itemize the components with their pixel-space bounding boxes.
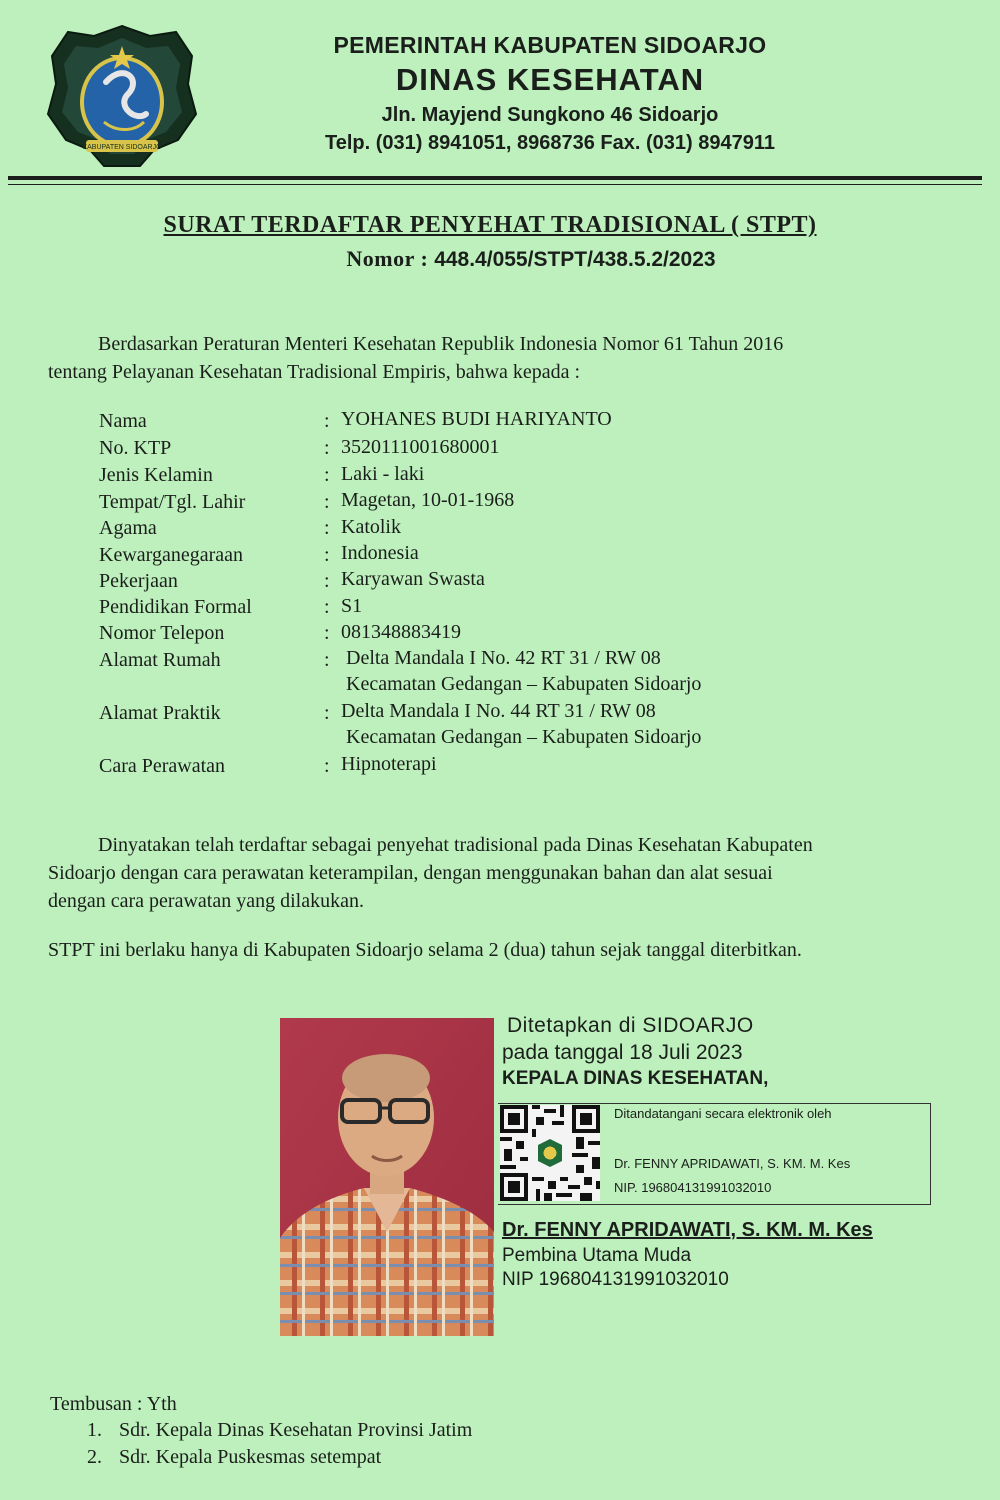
registrant-photo xyxy=(280,1018,494,1336)
field-value-practice-address: Delta Mandala I No. 44 RT 31 / RW 08 xyxy=(341,700,656,722)
header-rule-thick xyxy=(8,176,982,180)
qr-code-icon xyxy=(500,1105,600,1201)
statement-line-3: dengan cara perawatan yang dilakukan. xyxy=(48,890,364,912)
field-label: Agama xyxy=(99,517,157,539)
cc-item-number: 1. xyxy=(87,1419,102,1441)
field-colon: : xyxy=(324,410,330,432)
field-colon: : xyxy=(324,517,330,539)
intro-line-2: tentang Pelayanan Kesehatan Tradisional Empiris, bahwa kepada : xyxy=(48,361,581,383)
cc-title: Tembusan : Yth xyxy=(50,1393,177,1415)
signatory-name: Dr. FENNY APRIDAWATI, S. KM. M. Kes xyxy=(502,1219,873,1241)
field-colon: : xyxy=(324,464,330,486)
intro-paragraph xyxy=(48,330,940,386)
agency-address: Jln. Mayjend Sungkono 46 Sidoarjo xyxy=(381,104,719,126)
field-colon: : xyxy=(324,570,330,592)
field-colon: : xyxy=(324,544,330,566)
cc-item-text: Sdr. Kepala Puskesmas setempat xyxy=(119,1446,382,1468)
field-value-birth: Magetan, 10-01-1968 xyxy=(341,489,515,511)
agency-contact: Telp. (031) 8941051, 8968736 Fax. (031) 8947911 xyxy=(325,132,775,154)
signature-date: pada tanggal 18 Juli 2023 xyxy=(502,1041,743,1064)
validity-paragraph: STPT ini berlaku hanya di Kabupaten Sidoarjo selama 2 (dua) tahun sejak tanggal diterbitkan. xyxy=(48,939,802,961)
signatory-nip: NIP 196804131991032010 xyxy=(502,1269,729,1290)
signature-place: Ditetapkan di SIDOARJO xyxy=(507,1014,754,1037)
document-number xyxy=(0,246,1000,272)
field-label: No. KTP xyxy=(99,437,172,459)
agency-name: DINAS KESEHATAN xyxy=(395,62,705,97)
field-label: Kewarganegaraan xyxy=(99,544,243,566)
field-label: Pekerjaan xyxy=(99,570,178,592)
field-value-home-address: Delta Mandala I No. 42 RT 31 / RW 08 xyxy=(346,647,661,669)
field-label: Jenis Kelamin xyxy=(99,464,213,486)
field-colon: : xyxy=(324,702,330,724)
field-value-home-address-2: Kecamatan Gedangan – Kabupaten Sidoarjo xyxy=(346,673,702,695)
field-label: Nomor Telepon xyxy=(99,622,225,644)
signatory-rank: Pembina Utama Muda xyxy=(502,1245,692,1266)
esign-note: Ditandatangani secara elektronik oleh xyxy=(614,1106,832,1121)
cc-item-number: 2. xyxy=(87,1446,102,1468)
field-value-citizenship: Indonesia xyxy=(341,542,419,564)
document-number-label: Nomor : xyxy=(346,246,429,271)
header-rule-thin xyxy=(8,184,982,185)
field-value-occupation: Karyawan Swasta xyxy=(341,568,485,590)
field-colon: : xyxy=(324,622,330,644)
cc-item-text: Sdr. Kepala Dinas Kesehatan Provinsi Jatim xyxy=(119,1419,473,1441)
field-value-name: YOHANES BUDI HARIYANTO xyxy=(341,408,612,430)
field-label: Tempat/Tgl. Lahir xyxy=(99,491,246,513)
esign-nip: NIP. 196804131991032010 xyxy=(614,1180,772,1195)
field-label: Alamat Praktik xyxy=(99,702,221,724)
government-name: PEMERINTAH KABUPATEN SIDOARJO xyxy=(333,32,767,58)
field-value-religion: Katolik xyxy=(341,516,401,538)
document-title: SURAT TERDAFTAR PENYEHAT TRADISIONAL ( STPT) xyxy=(163,212,817,238)
field-label: Cara Perawatan xyxy=(99,755,226,777)
field-colon: : xyxy=(324,755,330,777)
statement-paragraph xyxy=(48,831,942,915)
field-label: Pendidikan Formal xyxy=(99,596,252,618)
field-colon: : xyxy=(324,596,330,618)
regency-logo xyxy=(46,22,198,170)
document-number-value: 448.4/055/STPT/438.5.2/2023 xyxy=(434,248,716,271)
field-value-phone: 081348883419 xyxy=(341,621,461,643)
field-value-education: S1 xyxy=(341,595,363,617)
field-label: Alamat Rumah xyxy=(99,649,221,671)
esign-name: Dr. FENNY APRIDAWATI, S. KM. M. Kes xyxy=(614,1156,851,1171)
field-colon: : xyxy=(324,649,330,671)
field-label: Nama xyxy=(99,410,147,432)
field-value-ktp: 3520111001680001 xyxy=(341,436,500,458)
field-value-practice-address-2: Kecamatan Gedangan – Kabupaten Sidoarjo xyxy=(346,726,702,748)
statement-line-2: Sidoarjo dengan cara perawatan keterampilan, dengan menggunakan bahan dan alat sesuai xyxy=(48,862,773,884)
field-colon: : xyxy=(324,437,330,459)
logo-banner-text: KABUPATEN SIDOARJO xyxy=(82,144,162,151)
field-value-gender: Laki - laki xyxy=(341,463,425,485)
intro-line-1: Berdasarkan Peraturan Menteri Kesehatan Republik Indonesia Nomor 61 Tahun 2016 xyxy=(98,333,784,355)
statement-line-1: Dinyatakan telah terdaftar sebagai penyehat tradisional pada Dinas Kesehatan Kabupaten xyxy=(98,834,813,856)
field-colon: : xyxy=(324,491,330,513)
signature-position: KEPALA DINAS KESEHATAN, xyxy=(502,1068,769,1089)
field-value-treatment: Hipnoterapi xyxy=(341,753,437,775)
